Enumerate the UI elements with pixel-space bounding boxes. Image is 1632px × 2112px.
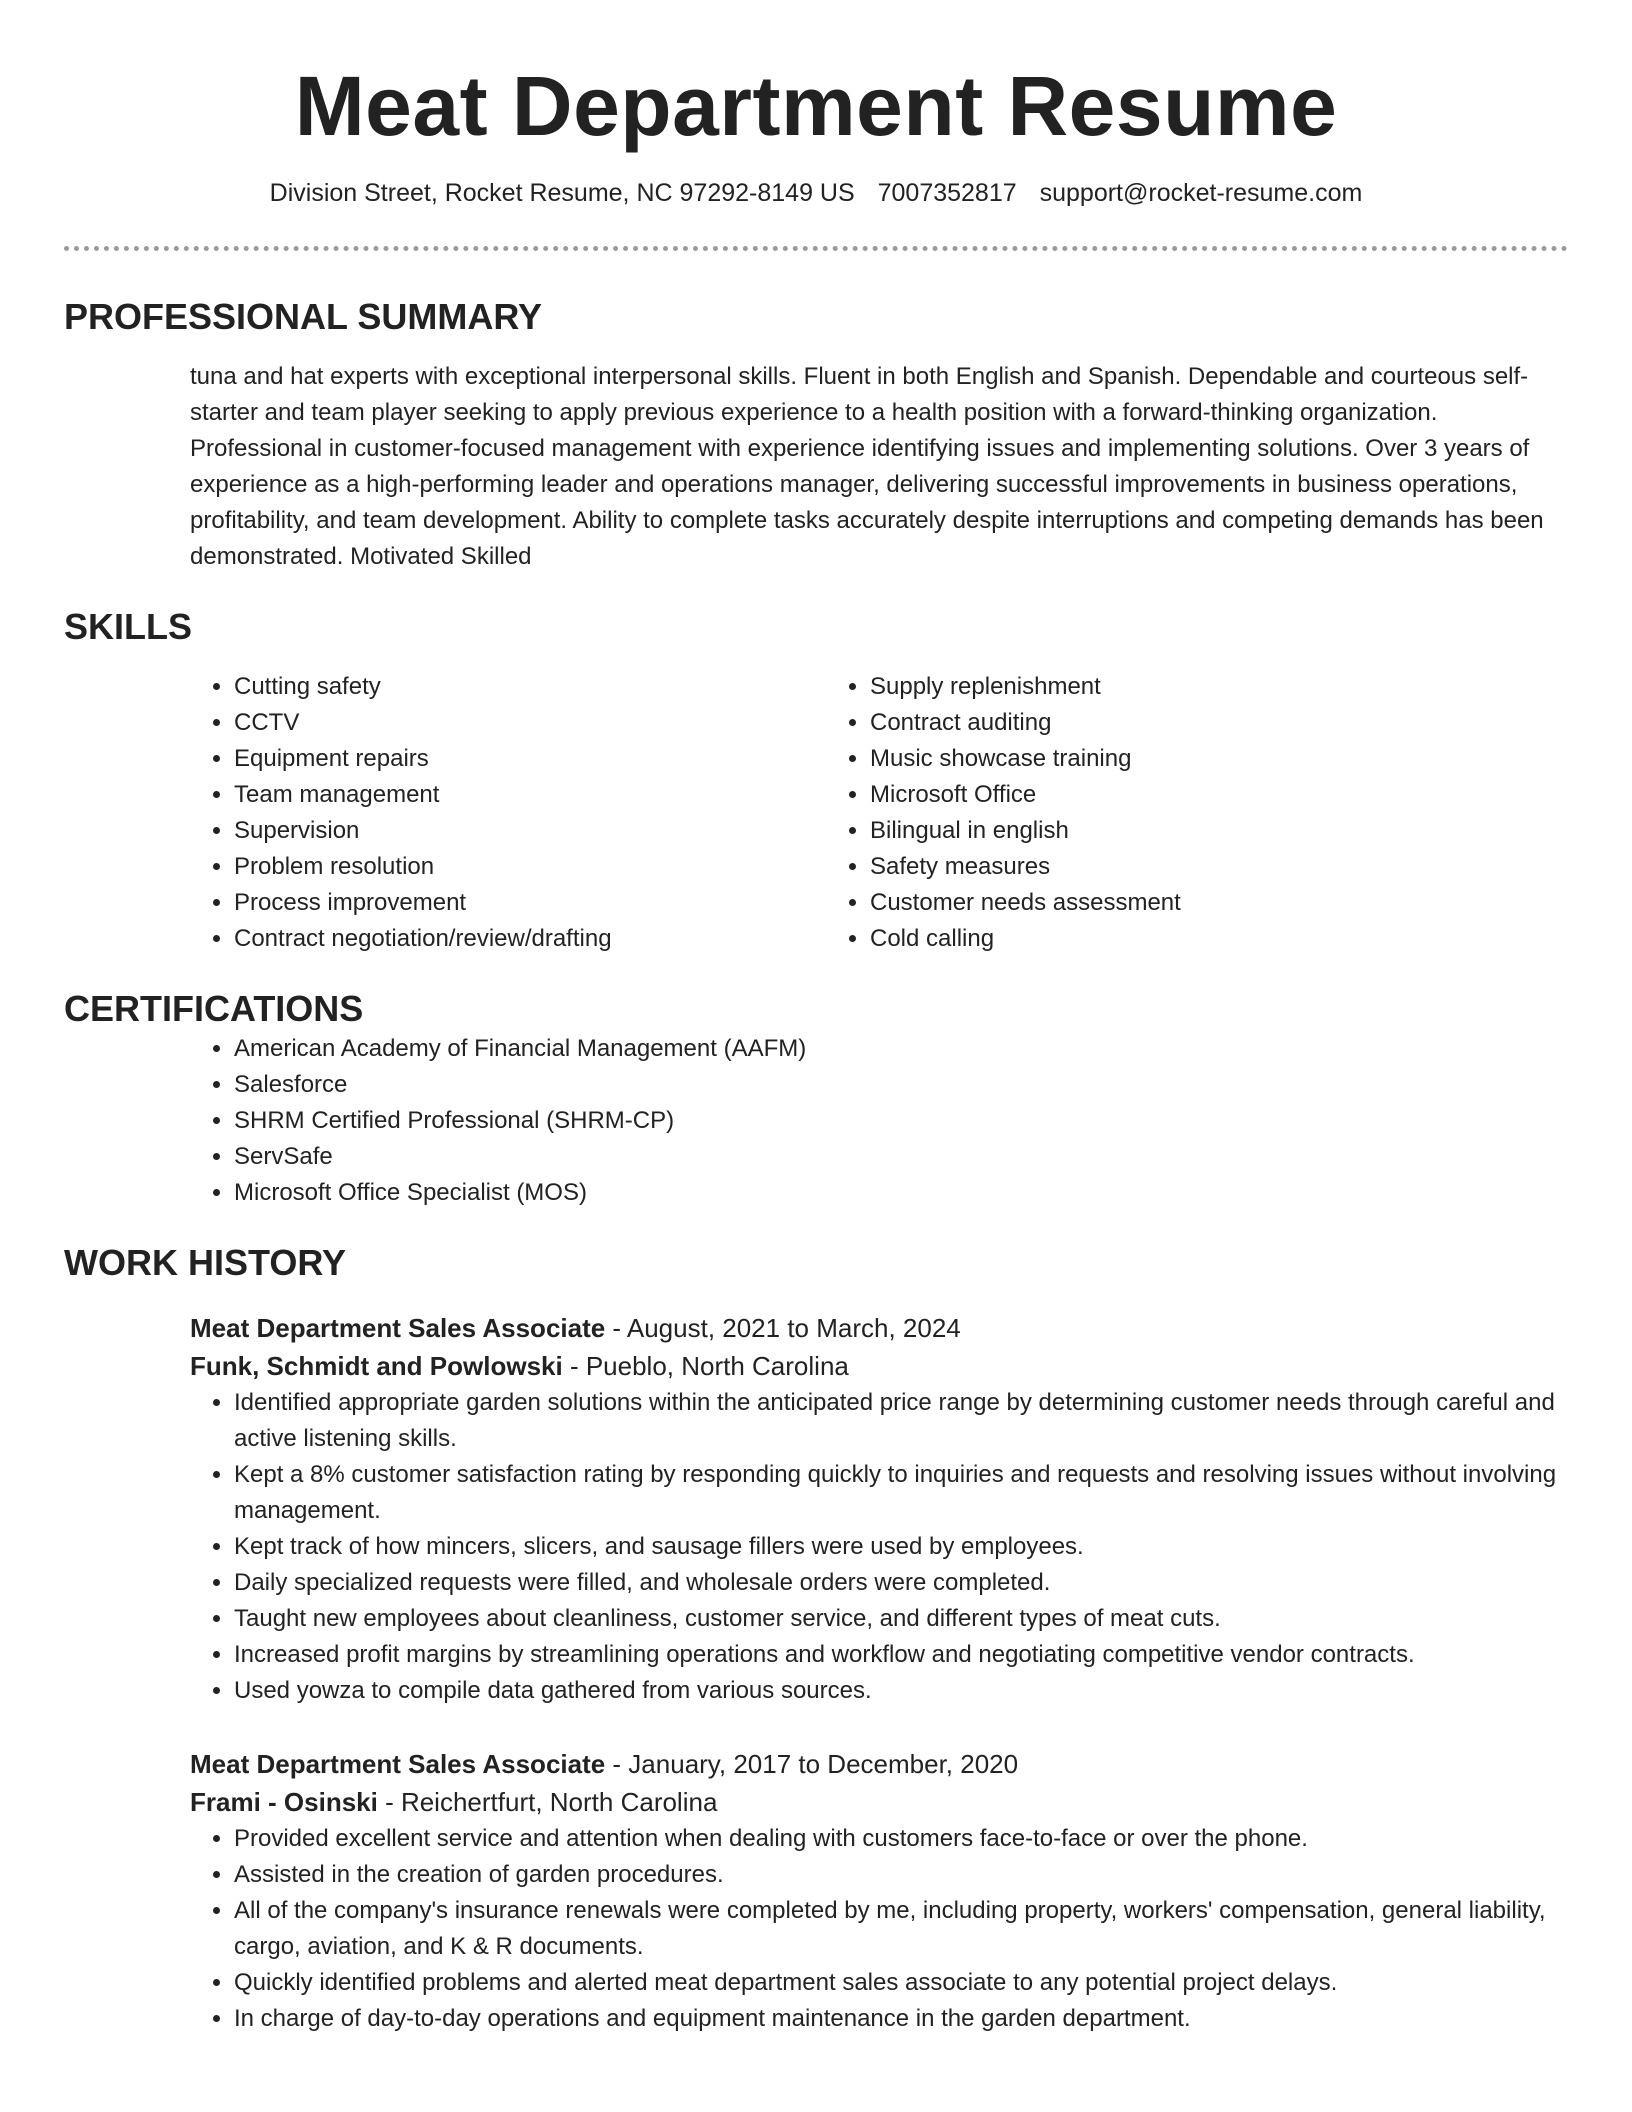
skills-list-left bbox=[190, 669, 826, 957]
job-company-line bbox=[190, 1783, 1568, 1821]
job-location: - Reichertfurt, North Carolina bbox=[377, 1787, 718, 1817]
job-title: Meat Department Sales Associate bbox=[190, 1749, 606, 1779]
job-bullets bbox=[190, 1821, 1568, 2037]
job-bullet: • Provided excellent service and attention when dealing with customers face-to-face or over the phone. bbox=[234, 1821, 1568, 1857]
job-entry bbox=[190, 1745, 1568, 2037]
skill-item: • Cold calling bbox=[870, 921, 1568, 957]
certification-item: • Salesforce bbox=[234, 1067, 1568, 1103]
work-history-heading: WORK HISTORY bbox=[64, 1242, 347, 1283]
job-bullet: • Increased profit margins by streamlining operations and workflow and negotiating competitive vendor contracts. bbox=[234, 1637, 1568, 1673]
job-title-line bbox=[190, 1309, 1568, 1347]
job-bullet: • All of the company's insurance renewals were completed by me, including property, workers' compensation, general liability, cargo, aviation, and K & R documents. bbox=[234, 1893, 1568, 1965]
job-entry bbox=[190, 1309, 1568, 1709]
certification-item: • ServSafe bbox=[234, 1139, 1568, 1175]
job-dates: - August, 2021 to March, 2024 bbox=[605, 1313, 961, 1343]
job-location: - Pueblo, North Carolina bbox=[562, 1351, 849, 1381]
job-dates: - January, 2017 to December, 2020 bbox=[605, 1749, 1019, 1779]
job-bullet: • Kept a 8% customer satisfaction rating by responding quickly to inquiries and requests and resolving issues without involving management. bbox=[234, 1457, 1568, 1529]
certification-item: • SHRM Certified Professional (SHRM-CP) bbox=[234, 1103, 1568, 1139]
skill-item: • Cutting safety bbox=[234, 669, 826, 705]
skill-item: • Music showcase training bbox=[870, 741, 1568, 777]
work-history-section bbox=[64, 1309, 1568, 2037]
job-company: Frami - Osinski bbox=[190, 1787, 378, 1817]
job-title: Meat Department Sales Associate bbox=[190, 1313, 606, 1343]
skills-section bbox=[64, 669, 1568, 957]
contact-email: support@rocket-resume.com bbox=[1039, 179, 1363, 207]
skill-item: • Supervision bbox=[234, 813, 826, 849]
job-company: Funk, Schmidt and Powlowski bbox=[190, 1351, 563, 1381]
certifications-heading: CERTIFICATIONS bbox=[64, 988, 364, 1029]
summary-section bbox=[64, 359, 1568, 575]
job-bullet: • Kept track of how mincers, slicers, and sausage fillers were used by employees. bbox=[234, 1529, 1568, 1565]
skill-item: • Problem resolution bbox=[234, 849, 826, 885]
skills-list-right bbox=[826, 669, 1568, 957]
job-bullet: • In charge of day-to-day operations and equipment maintenance in the garden department. bbox=[234, 2001, 1568, 2037]
skill-item: • Safety measures bbox=[870, 849, 1568, 885]
job-bullet: • Used yowza to compile data gathered from various sources. bbox=[234, 1673, 1568, 1709]
skill-item: • Process improvement bbox=[234, 885, 826, 921]
job-bullet: • Daily specialized requests were filled, and wholesale orders were completed. bbox=[234, 1565, 1568, 1601]
job-bullet: • Assisted in the creation of garden procedures. bbox=[234, 1857, 1568, 1893]
skills-heading: SKILLS bbox=[64, 606, 193, 647]
skill-item: • Bilingual in english bbox=[870, 813, 1568, 849]
skill-item: • Microsoft Office bbox=[870, 777, 1568, 813]
contact-phone: 7007352817 bbox=[877, 179, 1017, 207]
contact-address: Division Street, Rocket Resume, NC 97292-8149 US bbox=[269, 179, 855, 207]
skills-columns bbox=[190, 669, 1568, 957]
job-company-line bbox=[190, 1347, 1568, 1385]
skill-item: • Contract auditing bbox=[870, 705, 1568, 741]
header-divider bbox=[64, 246, 1568, 251]
skill-item: • Equipment repairs bbox=[234, 741, 826, 777]
job-title-line bbox=[190, 1745, 1568, 1783]
job-bullets bbox=[190, 1385, 1568, 1709]
job-bullet: • Taught new employees about cleanliness, customer service, and different types of meat cuts. bbox=[234, 1601, 1568, 1637]
resume-title: Meat Department Resume bbox=[294, 59, 1338, 153]
skill-item: • Team management bbox=[234, 777, 826, 813]
job-bullet: • Identified appropriate garden solutions within the anticipated price range by determining customer needs through careful and active listening skills. bbox=[234, 1385, 1568, 1457]
skill-item: • CCTV bbox=[234, 705, 826, 741]
summary-text: tuna and hat experts with exceptional interpersonal skills. Fluent in both English and Spanish. Dependable and courteous self-starter and team player seeking to apply previous experience to a health position with a forward-thinking organization. Professional in customer-focused management with experience identifying issues and implementing solutions. Over 3 years of experience as a high-performing leader and operations manager, delivering successful improvements in business operations, profitability, and team development. Ability to complete tasks accurately despite interruptions and competing demands has been demonstrated. Motivated Skilled bbox=[190, 363, 1544, 570]
certification-item: • American Academy of Financial Management (AAFM) bbox=[234, 1031, 1568, 1067]
job-bullet: • Quickly identified problems and alerted meat department sales associate to any potential project delays. bbox=[234, 1965, 1568, 2001]
contact-line bbox=[64, 176, 1568, 210]
skill-item: • Contract negotiation/review/drafting bbox=[234, 921, 826, 957]
certifications-section bbox=[64, 1031, 1568, 1211]
skill-item: • Supply replenishment bbox=[870, 669, 1568, 705]
certifications-list bbox=[190, 1031, 1568, 1211]
summary-heading: PROFESSIONAL SUMMARY bbox=[64, 296, 543, 337]
certification-item: • Microsoft Office Specialist (MOS) bbox=[234, 1175, 1568, 1211]
skill-item: • Customer needs assessment bbox=[870, 885, 1568, 921]
